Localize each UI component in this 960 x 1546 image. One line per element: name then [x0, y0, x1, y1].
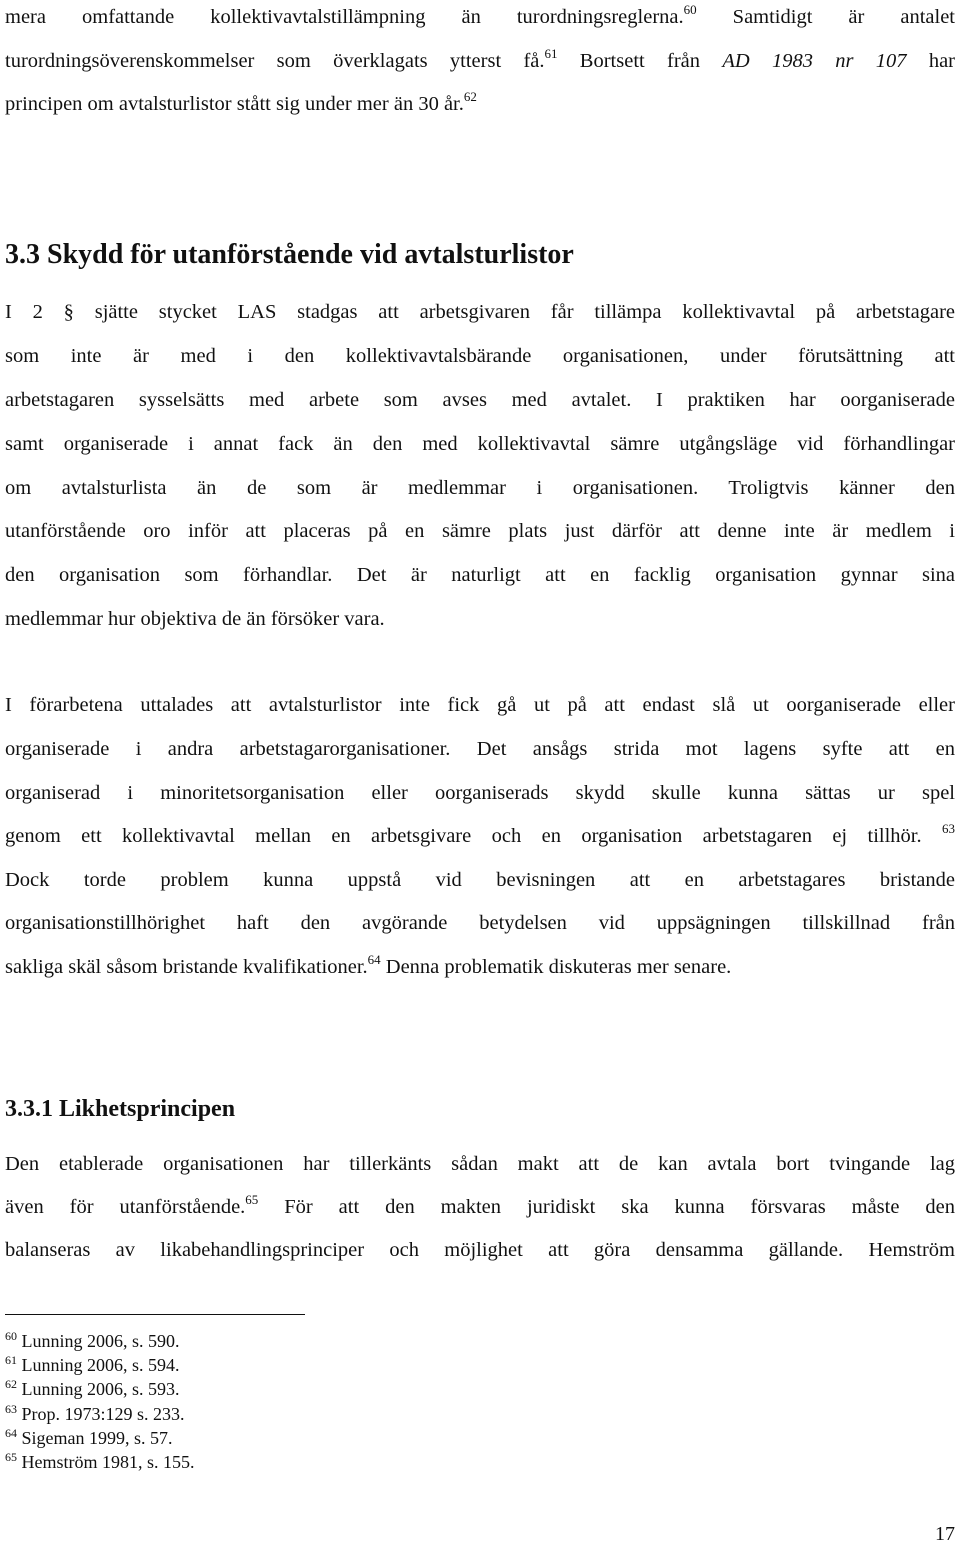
body-line: arbetstagaren sysselsätts med arbete som avses med avtalet. I praktiken har oorganiserade	[5, 389, 955, 411]
body-line: även för utanförstående.$^{65}$ För att den makten juridiskt ska kunna försvaras måste den	[5, 1192, 955, 1218]
body-line: medlemmar hur objektiva de än försöker vara.	[5, 608, 385, 630]
body-line: som inte är med i den kollektivavtalsbärande organisationen, under förutsättning att	[5, 345, 955, 367]
body-line: samt organiserade i annat fack än den med kollektivavtal sämre utgångsläge vid förhandlingar	[5, 433, 955, 455]
footnote: $^{65}$ Hemström 1981, s. 155.	[5, 1450, 195, 1472]
footnote-ref: 61	[544, 46, 558, 61]
footnote: $^{64}$ Sigeman 1999, s. 57.	[5, 1426, 173, 1448]
body-line: organiserade i andra arbetstagarorganisationer. Det ansågs strida mot lagens syfte att en	[5, 738, 955, 760]
footnote: $^{62}$ Lunning 2006, s. 593.	[5, 1377, 180, 1399]
body-line: sakliga skäl såsom bristande kvalifikationer.$^{64}$ Denna problematik diskuteras mer senare.	[5, 952, 732, 978]
footnote-ref: 63	[942, 821, 956, 836]
footnote-ref: 64	[367, 952, 381, 967]
body-line: genom ett kollektivavtal mellan en arbetsgivare och en organisation arbetstagaren ej tillhör. $^{63}$	[5, 821, 956, 847]
body-line: I 2 § sjätte stycket LAS stadgas att arbetsgivaren får tillämpa kollektivavtal på arbetstagare	[5, 301, 955, 323]
footnote: $^{60}$ Lunning 2006, s. 590.	[5, 1329, 180, 1351]
footnote-ref: 60	[683, 2, 697, 17]
body-line: turordningsöverenskommelser som överklagats ytterst få.$^{61}$ Bortsett från AD 1983 nr 107 har	[5, 46, 956, 72]
body-line: organisationstillhörighet haft den avgörande betydelsen vid uppsägningen tillskillnad från	[5, 912, 955, 934]
page-number: 17	[935, 1523, 955, 1545]
footnote-separator	[5, 1314, 305, 1315]
section-heading: 3.3 Skydd för utanförstående vid avtalsturlistor	[5, 239, 574, 270]
footnote: $^{61}$ Lunning 2006, s. 594.	[5, 1353, 180, 1375]
body-line: organiserad i minoritetsorganisation eller oorganiserads skydd skulle kunna sättas ur spel	[5, 782, 955, 804]
body-line: den organisation som förhandlar. Det är naturligt att en facklig organisation gynnar sina	[5, 564, 955, 586]
footnote-ref: 65	[245, 1192, 259, 1207]
subsection-heading: 3.3.1 Likhetsprincipen	[5, 1096, 236, 1122]
body-line: Den etablerade organisationen har tillerkänts sådan makt att de kan avtala bort tvingande lag	[5, 1153, 955, 1175]
body-line: I förarbetena uttalades att avtalsturlistor inte fick gå ut på att endast slå ut oorganiserade eller	[5, 694, 955, 716]
body-line: balanseras av likabehandlingsprinciper och möjlighet att göra densamma gällande. Hemström	[5, 1239, 955, 1261]
body-line: om avtalsturlista än de som är medlemmar i organisationen. Troligtvis känner den	[5, 477, 955, 499]
footnote: $^{63}$ Prop. 1973:129 s. 233.	[5, 1402, 185, 1424]
body-line: utanförstående oro inför att placeras på en sämre plats just därför att denne inte är medlem i	[5, 520, 955, 542]
body-line: Dock torde problem kunna uppstå vid bevisningen att en arbetstagares bristande	[5, 869, 955, 891]
body-line: principen om avtalsturlistor stått sig under mer än 30 år.$^{62}$	[5, 89, 477, 115]
footnote-ref: 62	[463, 89, 477, 104]
case-reference: AD 1983 nr 107	[722, 50, 907, 72]
body-line: mera omfattande kollektivavtalstillämpning än turordningsreglerna.$^{60}$ Samtidigt är antalet	[5, 2, 955, 28]
